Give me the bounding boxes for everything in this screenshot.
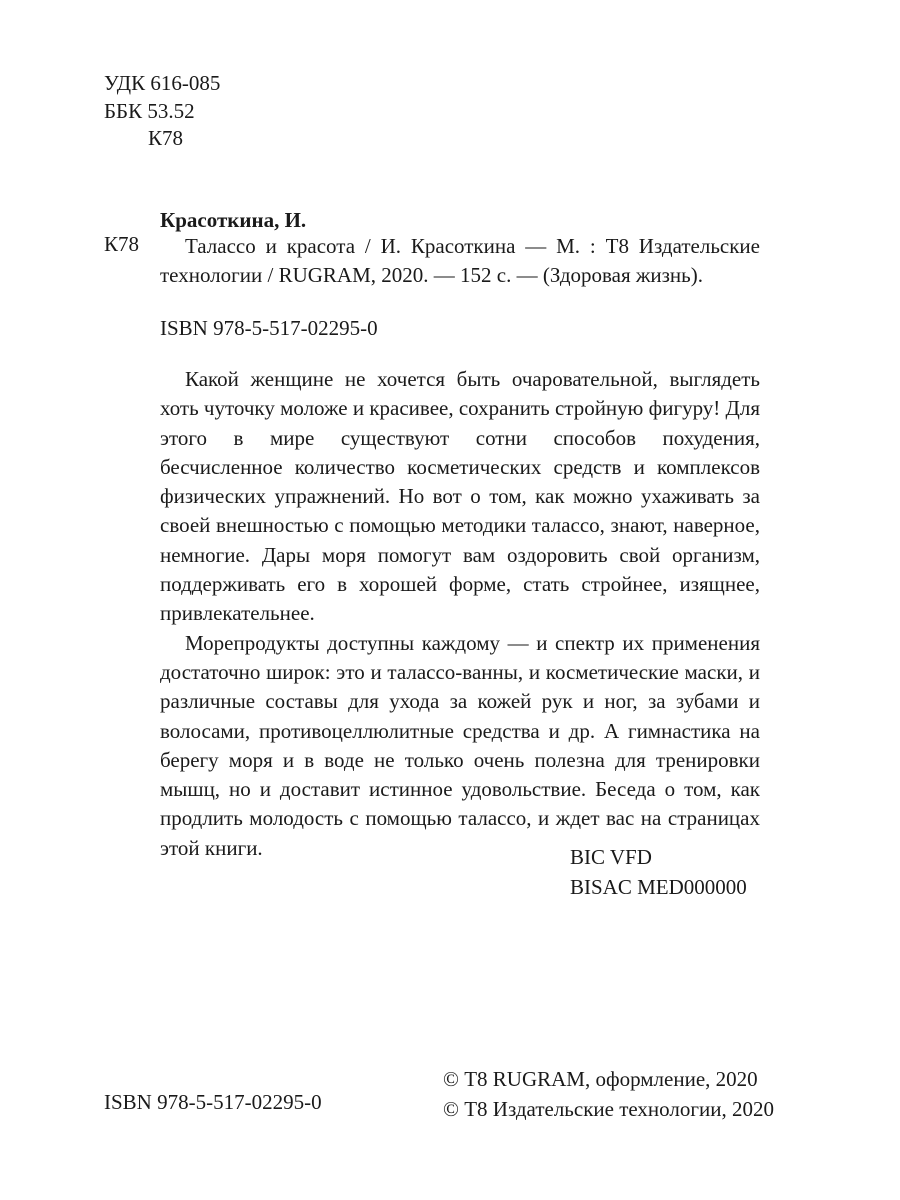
isbn-top: ISBN 978-5-517-02295-0	[160, 316, 378, 340]
bibliographic-description: Талассо и красота / И. Красоткина — М. : Т8 Издательские технологии / RUGRAM, 2020. — 152 с. — (Здоровая жизнь).	[160, 234, 760, 287]
author-mark: К78	[148, 126, 184, 150]
copyright-block	[443, 1064, 774, 1124]
author-mark-left: К78	[104, 232, 140, 256]
copyright-line-1: © Т8 RUGRAM, оформление, 2020	[443, 1067, 758, 1091]
bic-code: BIC VFD	[570, 845, 652, 869]
author-name: Красоткина, И.	[160, 208, 307, 232]
copyright-line-2: © Т8 Издательские технологии, 2020	[443, 1097, 774, 1121]
isbn-bottom: ISBN 978-5-517-02295-0	[104, 1090, 322, 1114]
classification-codes	[104, 70, 220, 153]
abstract-paragraph-1: Какой женщине не хочется быть очаровательной, выглядеть хоть чуточку моложе и красивее, сохранить стройную фигуру! Для этого в мире существуют сотни способов похудения, бесчисленное количество косметических средств и комплексов физических упражнений. Но вот о том, как можно ухаживать за своей внешностью с помощью методики талассо, знают, наверное, немногие. Дары моря помогут вам оздоровить свой организм, поддерживать его в хорошей форме, стать стройнее, изящнее, привлекательнее.	[160, 367, 760, 626]
udk-code: УДК 616-085	[104, 71, 221, 95]
abstract-paragraph-2: Морепродукты доступны каждому — и спектр их применения достаточно широк: это и талассо-ванны, и косметические маски, и различные составы для ухода за кожей рук и ног, за зубами и волосами, противоцеллюлитные средства и др. А гимнастика на берегу моря и в воде не только очень полезна для тренировки мышц, но и доставит истинное удовольствие. Беседа о том, как продлить молодость с помощью талассо, и ждет вас на страницах этой книги.	[160, 630, 760, 860]
abstract	[160, 365, 760, 863]
subject-codes	[570, 842, 747, 902]
bisac-code: BISAC MED000000	[570, 875, 747, 899]
bbk-code: ББК 53.52	[104, 98, 195, 123]
